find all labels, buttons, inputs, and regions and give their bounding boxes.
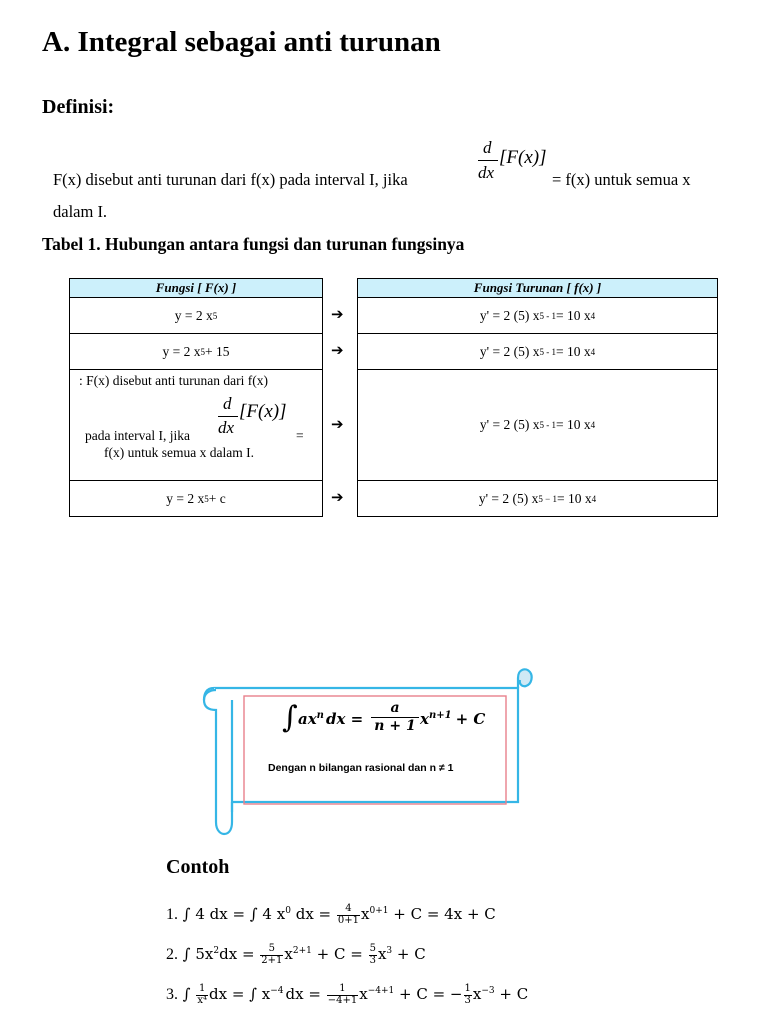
example-2-exp2: 2+1 (292, 946, 312, 956)
example-1-fraction (337, 904, 360, 926)
example-3-frac2-den: 3 (464, 994, 471, 1006)
example-3-frac2-num: 1 (464, 983, 471, 994)
table-row-1-fungsi: y = 2 x 5 (69, 297, 323, 334)
example-2-frac-den: 2+1 (261, 954, 283, 966)
row3-left-text1: : F(x) disebut anti turunan dari f(x) (79, 373, 268, 388)
example-1-frac-den: 0+1 (337, 914, 360, 926)
row1-right-base: y' = 2 (5) x (479, 307, 540, 323)
example-3-number: 3. (166, 986, 178, 1003)
table-row-2-turunan: y' = 2 (5) x 5 - 1 = 10 x 4 (357, 333, 718, 370)
example-2 (166, 944, 426, 966)
example-2-part5: x (377, 945, 387, 963)
formula-fraction (371, 700, 419, 734)
table-row-4-fungsi: y = 2 x 5 + c (69, 480, 323, 517)
arrow-icon: ➔ (331, 341, 344, 359)
example-3-exp3: −3 (481, 986, 495, 996)
example-1-part1: ∫ 4 dx = ∫ 4 x (182, 905, 286, 923)
row2-left-base: y = 2 x (162, 343, 201, 359)
definition-text-line1 (53, 170, 408, 190)
row3-equals: = (296, 428, 304, 443)
formula-lhs-exp: n (316, 710, 324, 721)
example-2-exp3: 3 (386, 946, 393, 956)
header-fungsi: Fungsi [ F(x) ] (69, 278, 323, 298)
formula-rhs (420, 710, 485, 728)
row4-right-mid: = 10 x (557, 490, 592, 506)
table-row-3-turunan: y' = 2 (5) x 5 - 1 = 10 x 4 (357, 369, 718, 481)
example-3-part4: + C = − (394, 985, 463, 1003)
example-3-part2a: dx = ∫ x (209, 985, 271, 1003)
example-3-frac0-num: 1 (196, 984, 208, 996)
example-3-frac-num: 1 (327, 984, 358, 996)
example-3-frac0-den: x⁴ (197, 994, 208, 1006)
table-row-2-fungsi: y = 2 x 5 + 15 (69, 333, 323, 370)
example-2-part4: + C = (311, 945, 363, 963)
formula-numerator: a (390, 700, 400, 716)
derivative-denominator: dx (478, 163, 495, 182)
formula-dx: dx = (325, 710, 364, 728)
example-3 (166, 984, 528, 1006)
example-1-part3: x (361, 905, 370, 923)
row3-left-text3: f(x) untuk semua x dalam I. (104, 445, 254, 460)
example-3-part6: + C (494, 985, 529, 1003)
example-3-part3: x (359, 985, 368, 1003)
example-2-exp1: 2 (213, 946, 220, 956)
definition-text-line2: dalam I. (53, 202, 108, 221)
arrow-icon: ➔ (331, 488, 344, 506)
examples-heading: Contoh (166, 856, 230, 878)
row3-left-text2: pada interval I, jika (85, 428, 190, 443)
row3-derivative-den: dx (218, 418, 235, 437)
formula-tail: + C (455, 710, 486, 728)
example-2-frac2-num: 5 (369, 943, 376, 954)
example-3-exp2: −4+1 (367, 986, 395, 996)
example-3-exp1: −4 (270, 986, 284, 996)
row2-left-tail: + 15 (205, 343, 230, 359)
row3-bracket: [F(x)] (239, 401, 287, 422)
row4-left-tail: + c (208, 490, 226, 506)
table-row-3-fungsi (69, 369, 323, 481)
formula-rhs-exp: n+1 (428, 710, 452, 721)
row3-derivative-num: d (223, 394, 232, 413)
row2-right-mid: = 10 x (555, 343, 591, 359)
formula-note: Dengan n bilangan rasional dan n ≠ 1 (268, 762, 454, 774)
example-1-number: 1. (166, 906, 178, 923)
definition-heading: Definisi: (42, 96, 115, 118)
example-1-frac-num: 4 (337, 904, 360, 916)
example-2-fraction2 (369, 944, 377, 966)
example-2-part2: dx = (219, 945, 255, 963)
formula-lhs-base: ax (298, 710, 317, 728)
example-2-part6: + C (392, 945, 426, 963)
integral-sign: ∫ (282, 700, 298, 735)
arrow-icon: ➔ (331, 415, 344, 433)
derivative-numerator: d (483, 138, 492, 157)
row1-right-mid: = 10 x (555, 307, 591, 323)
example-1-exp1: 0 (285, 906, 291, 916)
example-3-fraction2 (464, 984, 472, 1006)
arrow-icon: ➔ (331, 305, 344, 323)
example-2-part3: x (284, 945, 293, 963)
example-1 (166, 904, 496, 926)
scroll-frame-icon (196, 660, 536, 840)
table-caption: Tabel 1. Hubungan antara fungsi dan turunan fungsinya (42, 234, 465, 254)
example-2-frac-num: 5 (260, 944, 283, 956)
example-3-part1: ∫ (182, 985, 191, 1003)
row4-left-base: y = 2 x (166, 490, 205, 506)
table-row-1-turunan: y' = 2 (5) x 5 - 1 = 10 x 4 (357, 297, 718, 334)
example-2-number: 2. (166, 946, 178, 963)
header-fungsi-turunan: Fungsi Turunan [ f(x) ] (357, 278, 718, 298)
definition-text-b: = f(x) untuk semua x (552, 170, 691, 189)
formula-lhs (298, 710, 363, 728)
example-1-part2: dx = (295, 905, 332, 923)
example-2-frac2-den: 3 (369, 954, 376, 966)
definition-text-a: F(x) disebut anti turunan dari f(x) pada interval I, jika (53, 170, 408, 189)
table-row-4-turunan: y' = 2 (5) x 5 − 1 = 10 x 4 (357, 480, 718, 517)
row2-right-base: y' = 2 (5) x (479, 343, 540, 359)
row1-left-base: y = 2 x (174, 307, 213, 323)
row4-right-base: y' = 2 (5) x (478, 490, 539, 506)
example-3-frac-den: −4+1 (327, 994, 358, 1006)
example-1-exp2: 0+1 (369, 906, 389, 916)
example-3-fraction (327, 984, 358, 1006)
example-2-fraction (260, 944, 283, 966)
formula-rhs-base: x (420, 710, 429, 728)
example-3-fraction0 (196, 984, 208, 1006)
example-3-part2: dx = (285, 985, 321, 1003)
example-1-part4: + C = 4x + C (388, 905, 496, 923)
example-2-part1: ∫ 5x (182, 945, 214, 963)
page-title: A. Integral sebagai anti turunan (42, 26, 441, 58)
derivative-bracket: [F(x)] (499, 147, 547, 168)
formula-denominator: n + 1 (371, 717, 419, 734)
example-3-part5: x (472, 985, 482, 1003)
row3-right-base: y' = 2 (5) x (479, 417, 540, 432)
row3-right-mid: = 10 x (555, 417, 591, 432)
